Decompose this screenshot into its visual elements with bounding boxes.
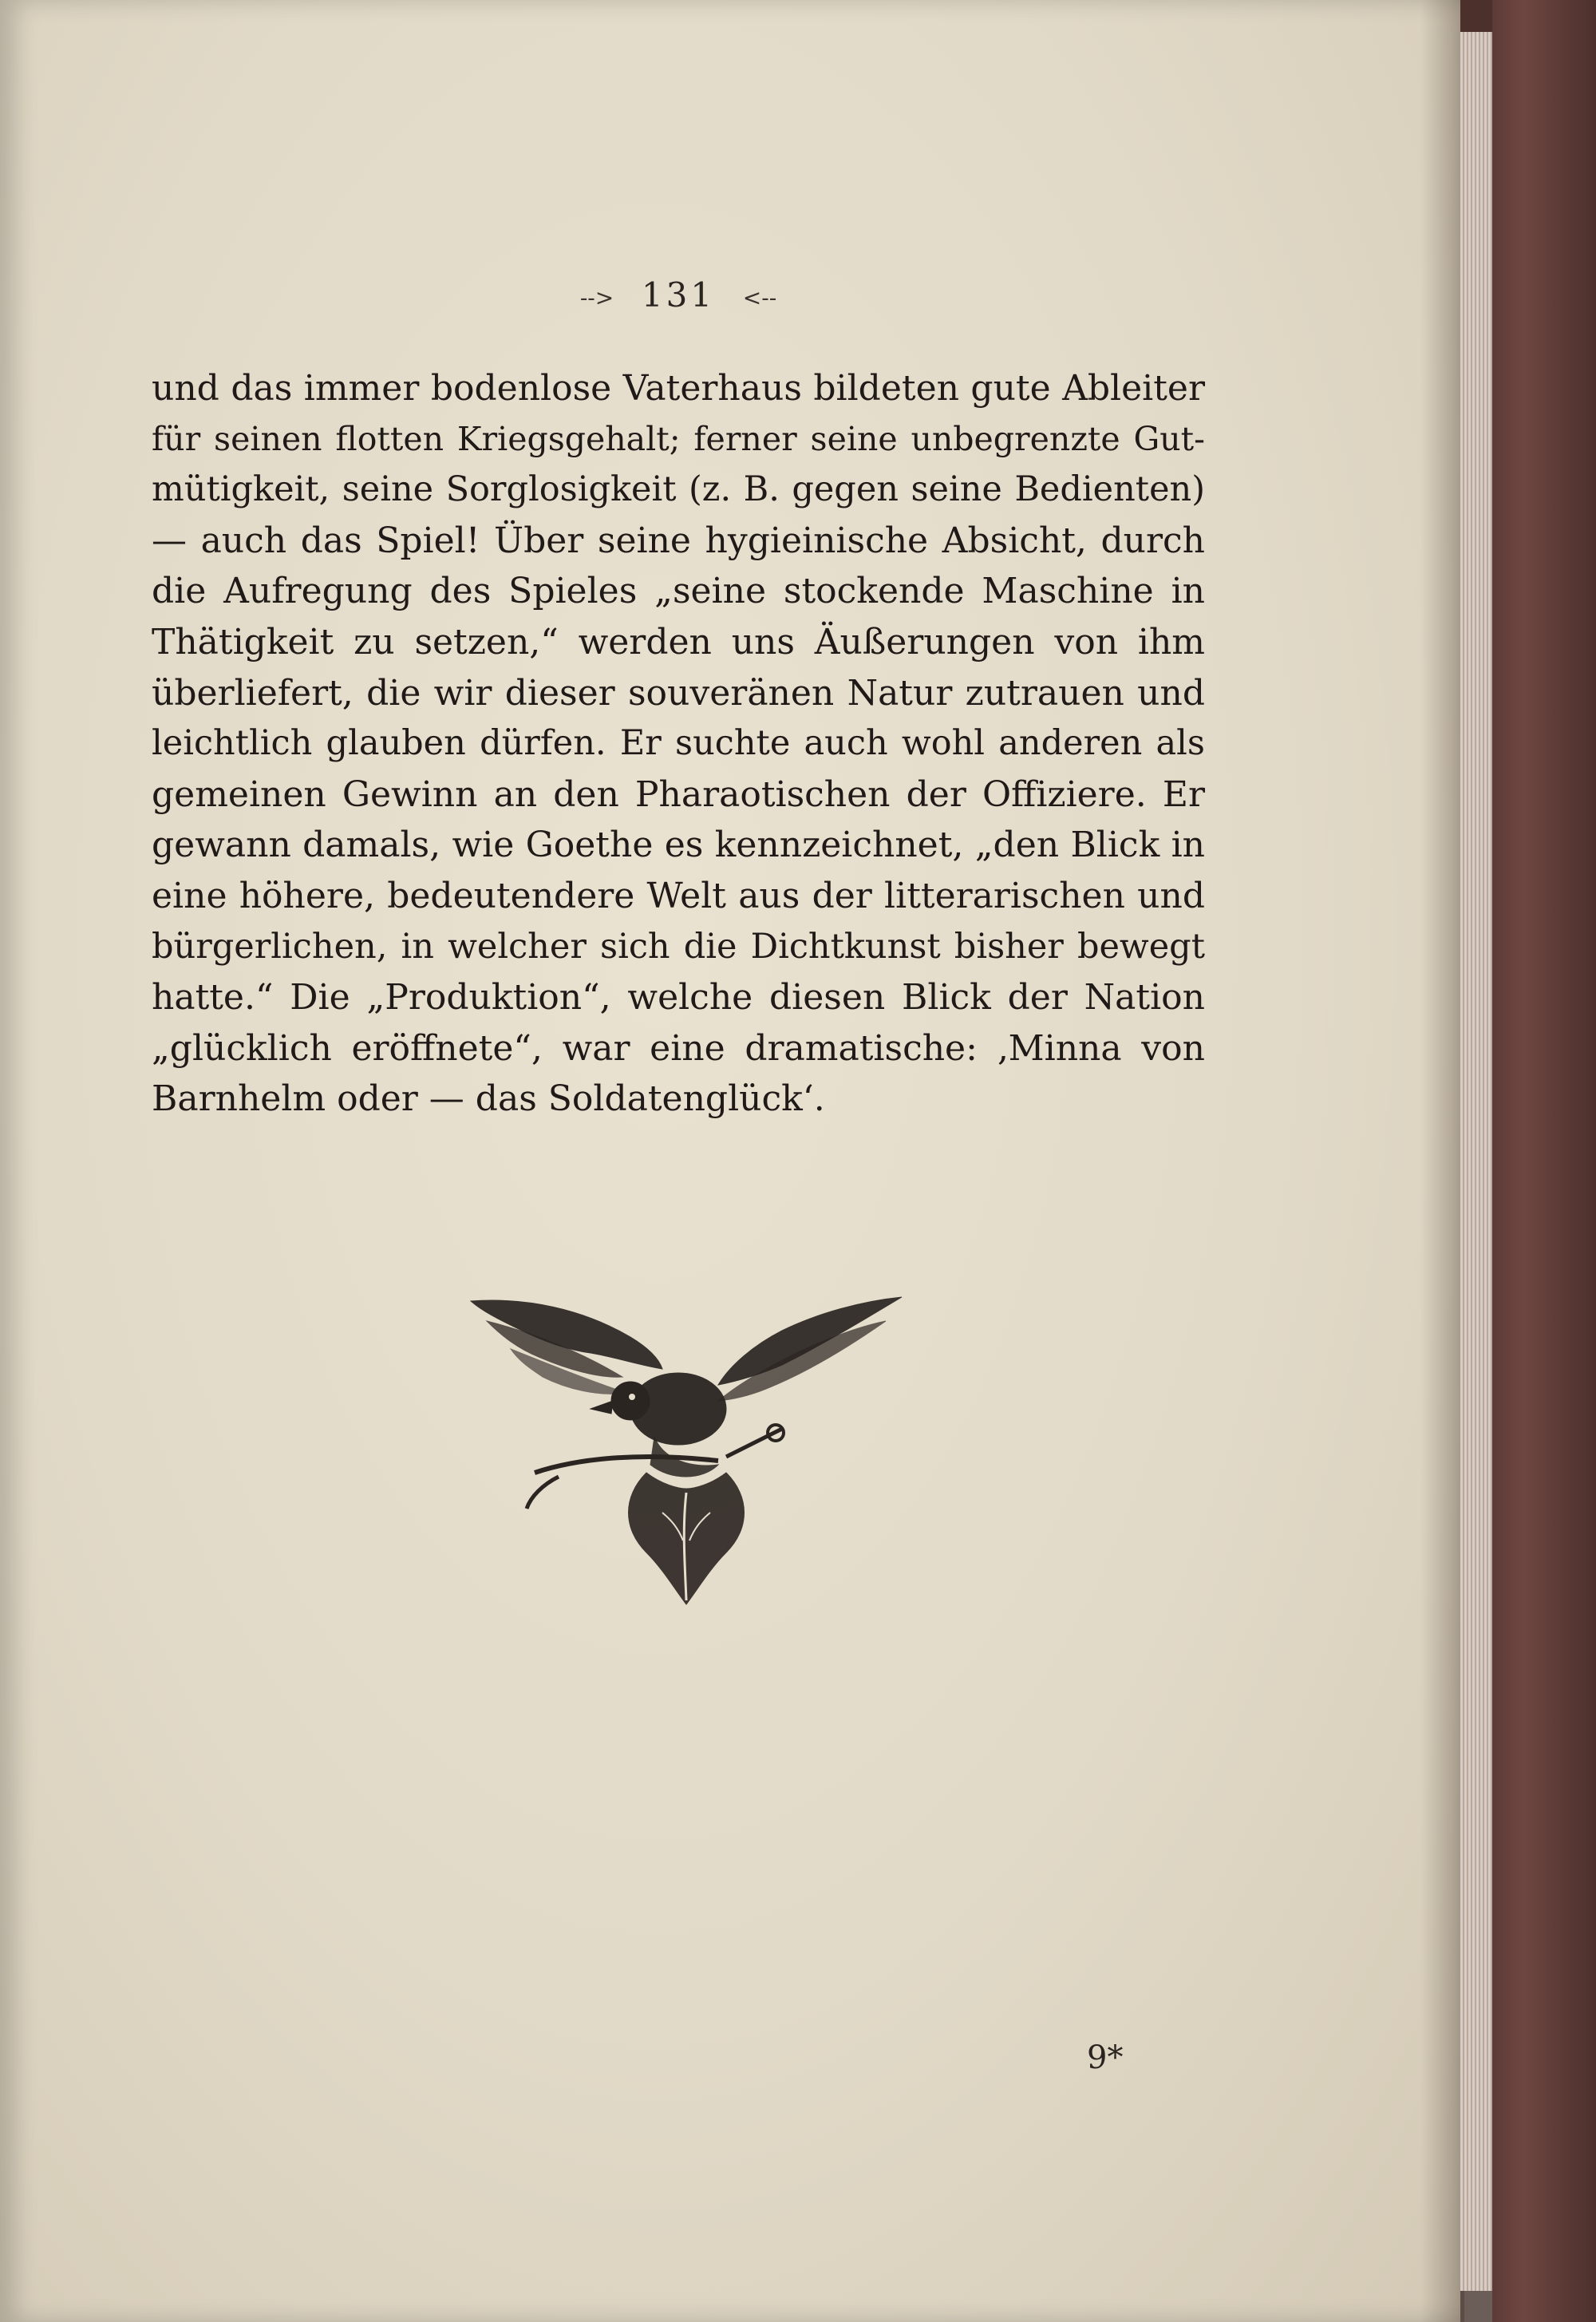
text-line-3: mütigkeit, seine Sorglosigkeit (z. B. gegen seine Bedienten) — [152, 469, 1205, 510]
text-line-15: Barnhelm oder — das Soldatenglück‘. — [152, 1078, 825, 1120]
page-header — [0, 275, 1357, 314]
text-line-2: für seinen flotten Kriegsgehalt; ferner seine unbegrenzte Gut- — [152, 419, 1205, 458]
text-line-4: — auch das Spiel! Über seine hygieinische Absicht, durch — [152, 520, 1205, 561]
text-line-14: „glücklich eröffnete“, war eine dramatische: ‚Minna von — [152, 1027, 1205, 1069]
text-line-9: gemeinen Gewinn an den Pharaotischen der Offiziere. Er — [152, 773, 1205, 815]
signature-mark: 9* — [1087, 2039, 1124, 2076]
text-line-12: bürgerlichen, in welcher sich die Dichtkunst bisher bewegt — [152, 926, 1205, 967]
text-line-10: gewann damals, wie Goethe es kennzeichnet, „den Blick in — [152, 825, 1205, 866]
text-line-1: und das immer bodenlose Vaterhaus bildeten gute Ableiter — [152, 368, 1205, 409]
text-line-7: überliefert, die wir dieser souveränen Natur zutrauen und — [152, 672, 1205, 714]
eagle-vignette-icon — [463, 1289, 910, 1608]
header-right-ornament: <-- — [742, 284, 777, 311]
text-line-11: eine höhere, bedeutendere Welt aus der litterarischen und — [152, 875, 1205, 916]
text-line-6: Thätigkeit zu setzen,“ werden uns Äußerungen von ihm — [152, 621, 1205, 663]
page-number: 131 — [641, 275, 716, 314]
text-line-13: hatte.“ Die „Produktion“, welche diesen Blick der Nation — [152, 977, 1205, 1019]
text-line-5: die Aufregung des Spieles „seine stockende Maschine in — [152, 571, 1205, 612]
book-cover — [1492, 0, 1596, 2322]
body-text — [152, 363, 1205, 1125]
page-edges — [1460, 32, 1492, 2291]
header-left-ornament: --> — [579, 284, 614, 311]
text-line-8: leichtlich glauben dürfen. Er suchte auch wohl anderen als — [152, 723, 1205, 764]
gutter-shadow — [1420, 0, 1464, 2322]
